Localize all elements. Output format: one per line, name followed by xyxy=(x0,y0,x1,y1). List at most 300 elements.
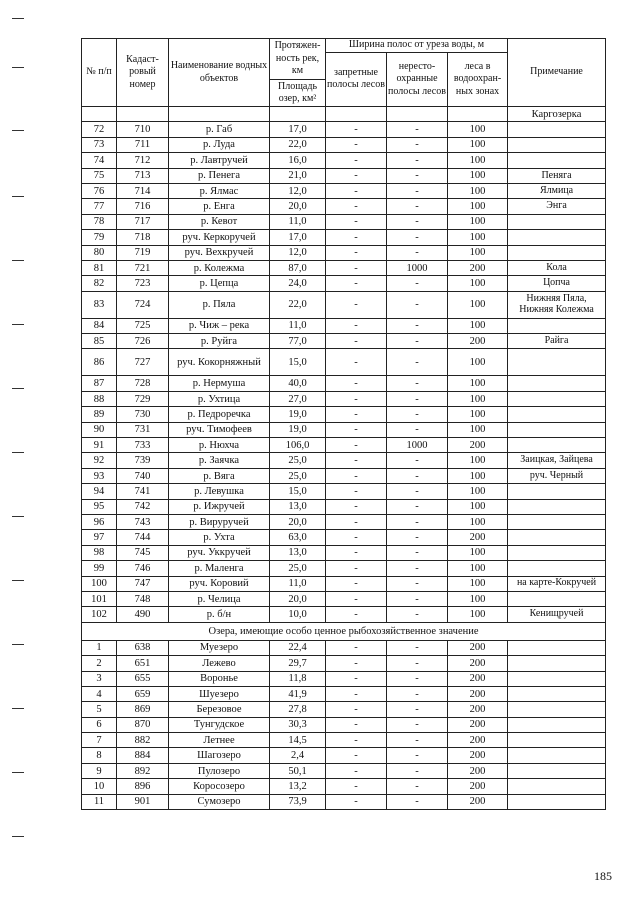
length-or-area: 13,0 xyxy=(270,499,326,514)
note xyxy=(508,230,606,245)
note xyxy=(508,530,606,545)
table-row xyxy=(82,499,606,514)
water-zone-width: 200 xyxy=(448,779,508,794)
row-number: 7 xyxy=(82,733,117,748)
cadastral-number: 651 xyxy=(117,656,169,671)
spawning-width: - xyxy=(387,276,448,291)
water-body-name: р. Колежма xyxy=(169,260,270,275)
length-or-area: 20,0 xyxy=(270,514,326,529)
row-number: 94 xyxy=(82,484,117,499)
note xyxy=(508,318,606,333)
row-number: 96 xyxy=(82,514,117,529)
row-number: 84 xyxy=(82,318,117,333)
header-name: Наименование водных объектов xyxy=(169,39,270,107)
header-cadastral: Кадаст-ровый номер xyxy=(117,39,169,107)
water-body-name: Шуезеро xyxy=(169,686,270,701)
row-number: 99 xyxy=(82,561,117,576)
spawning-width: - xyxy=(387,671,448,686)
forbidden-width: - xyxy=(326,422,387,437)
forbidden-width: - xyxy=(326,671,387,686)
forbidden-width: - xyxy=(326,214,387,229)
water-zone-width: 100 xyxy=(448,499,508,514)
note: Нижняя Пяла, Нижняя Колежма xyxy=(508,291,606,318)
water-zone-width: 100 xyxy=(448,576,508,591)
row-number: 90 xyxy=(82,422,117,437)
spawning-width: - xyxy=(387,153,448,168)
water-zone-width: 100 xyxy=(448,230,508,245)
header-length: Протяжен-ность рек, км xyxy=(270,39,326,80)
header-water-forests: леса в водоохран-ных зонах xyxy=(448,52,508,107)
table-row xyxy=(82,318,606,333)
water-zone-width: 200 xyxy=(448,656,508,671)
spawning-width: - xyxy=(387,349,448,376)
forbidden-width: - xyxy=(326,334,387,349)
forbidden-width: - xyxy=(326,514,387,529)
length-or-area: 19,0 xyxy=(270,422,326,437)
water-zone-width: 200 xyxy=(448,763,508,778)
row-number: 97 xyxy=(82,530,117,545)
row-number: 102 xyxy=(82,607,117,622)
forbidden-width: - xyxy=(326,591,387,606)
table-row xyxy=(82,484,606,499)
water-zone-width: 100 xyxy=(448,407,508,422)
note xyxy=(508,591,606,606)
forbidden-width: - xyxy=(326,391,387,406)
table-row xyxy=(82,122,606,137)
length-or-area: 27,0 xyxy=(270,391,326,406)
water-body-name: Березовое xyxy=(169,702,270,717)
water-zone-width: 200 xyxy=(448,438,508,453)
water-body-name: руч. Керкоручей xyxy=(169,230,270,245)
water-zone-width: 200 xyxy=(448,671,508,686)
row-number: 86 xyxy=(82,349,117,376)
water-body-name: р. Нермуша xyxy=(169,376,270,391)
table-row xyxy=(82,376,606,391)
forbidden-width: - xyxy=(326,607,387,622)
spawning-width: - xyxy=(387,199,448,214)
table-row xyxy=(82,561,606,576)
water-body-name: руч. Кокорняжный xyxy=(169,349,270,376)
spawning-width: - xyxy=(387,407,448,422)
forbidden-width: - xyxy=(326,407,387,422)
water-body-name: р. Ялмас xyxy=(169,183,270,198)
water-zone-width: 100 xyxy=(448,607,508,622)
region-label: Каргозерка xyxy=(508,107,606,122)
row-number: 93 xyxy=(82,468,117,483)
cadastral-number: 892 xyxy=(117,763,169,778)
row-number: 101 xyxy=(82,591,117,606)
spawning-width: - xyxy=(387,391,448,406)
water-zone-width: 100 xyxy=(448,453,508,468)
margin-tick xyxy=(12,836,24,837)
row-number: 91 xyxy=(82,438,117,453)
water-zone-width: 100 xyxy=(448,214,508,229)
water-body-name: Воронье xyxy=(169,671,270,686)
note xyxy=(508,137,606,152)
length-or-area: 21,0 xyxy=(270,168,326,183)
note: Ялмица xyxy=(508,183,606,198)
forbidden-width: - xyxy=(326,183,387,198)
forbidden-width: - xyxy=(326,794,387,809)
row-number: 4 xyxy=(82,686,117,701)
forbidden-width: - xyxy=(326,640,387,655)
water-body-name: р. Педроречка xyxy=(169,407,270,422)
cadastral-number: 729 xyxy=(117,391,169,406)
spawning-width: - xyxy=(387,245,448,260)
water-zone-width: 100 xyxy=(448,514,508,529)
table-row xyxy=(82,779,606,794)
margin-tick xyxy=(12,452,24,453)
cadastral-number: 727 xyxy=(117,349,169,376)
forbidden-width: - xyxy=(326,484,387,499)
water-zone-width: 200 xyxy=(448,640,508,655)
spawning-width: - xyxy=(387,561,448,576)
spawning-width: - xyxy=(387,717,448,732)
note xyxy=(508,499,606,514)
row-number: 83 xyxy=(82,291,117,318)
water-zone-width: 100 xyxy=(448,391,508,406)
table-row xyxy=(82,763,606,778)
margin-tick xyxy=(12,324,24,325)
table-row xyxy=(82,183,606,198)
table-row xyxy=(82,214,606,229)
margin-tick xyxy=(12,388,24,389)
length-or-area: 13,0 xyxy=(270,545,326,560)
table-row xyxy=(82,391,606,406)
length-or-area: 27,8 xyxy=(270,702,326,717)
note xyxy=(508,671,606,686)
length-or-area: 87,0 xyxy=(270,260,326,275)
forbidden-width: - xyxy=(326,530,387,545)
length-or-area: 106,0 xyxy=(270,438,326,453)
spawning-width: - xyxy=(387,376,448,391)
water-zone-width: 100 xyxy=(448,276,508,291)
note xyxy=(508,779,606,794)
spawning-width: - xyxy=(387,484,448,499)
cadastral-number: 745 xyxy=(117,545,169,560)
water-body-name: р. Пенега xyxy=(169,168,270,183)
margin-tick xyxy=(12,67,24,68)
spawning-width: - xyxy=(387,530,448,545)
table-row xyxy=(82,717,606,732)
header-width-group: Ширина полос от уреза воды, м xyxy=(326,39,508,53)
cadastral-number: 655 xyxy=(117,671,169,686)
forbidden-width: - xyxy=(326,376,387,391)
table-body xyxy=(82,107,606,810)
spawning-width: - xyxy=(387,640,448,655)
cadastral-number: 638 xyxy=(117,640,169,655)
table-row xyxy=(82,607,606,622)
table-row xyxy=(82,794,606,809)
water-zone-width: 200 xyxy=(448,733,508,748)
water-zone-width: 100 xyxy=(448,199,508,214)
length-or-area: 73,9 xyxy=(270,794,326,809)
table-row xyxy=(82,407,606,422)
cadastral-number: 726 xyxy=(117,334,169,349)
water-zone-width: 100 xyxy=(448,468,508,483)
spawning-width: - xyxy=(387,686,448,701)
water-body-name: р. Ухтица xyxy=(169,391,270,406)
cadastral-number: 718 xyxy=(117,230,169,245)
row-number: 9 xyxy=(82,763,117,778)
cadastral-number: 739 xyxy=(117,453,169,468)
water-zone-width: 100 xyxy=(448,376,508,391)
spawning-width: - xyxy=(387,468,448,483)
forbidden-width: - xyxy=(326,230,387,245)
water-zone-width: 100 xyxy=(448,349,508,376)
cadastral-number: 869 xyxy=(117,702,169,717)
margin-tick xyxy=(12,644,24,645)
water-body-name: р. Вяга xyxy=(169,468,270,483)
cadastral-number: 896 xyxy=(117,779,169,794)
table-row xyxy=(82,733,606,748)
spawning-width: - xyxy=(387,794,448,809)
note xyxy=(508,407,606,422)
water-body-name: Шагозеро xyxy=(169,748,270,763)
spawning-width: - xyxy=(387,702,448,717)
spawning-width: - xyxy=(387,137,448,152)
water-body-name: Лежево xyxy=(169,656,270,671)
note xyxy=(508,640,606,655)
spawning-width: - xyxy=(387,422,448,437)
water-zone-width: 100 xyxy=(448,591,508,606)
margin-tick xyxy=(12,708,24,709)
spawning-width: - xyxy=(387,453,448,468)
water-body-name: р. Лавтручей xyxy=(169,153,270,168)
cadastral-number: 870 xyxy=(117,717,169,732)
row-number: 2 xyxy=(82,656,117,671)
forbidden-width: - xyxy=(326,349,387,376)
length-or-area: 41,9 xyxy=(270,686,326,701)
spawning-width: - xyxy=(387,318,448,333)
water-body-name: р. Нюхча xyxy=(169,438,270,453)
water-zone-width: 100 xyxy=(448,545,508,560)
spawning-width: - xyxy=(387,514,448,529)
cadastral-number: 747 xyxy=(117,576,169,591)
table-row xyxy=(82,545,606,560)
spawning-width: - xyxy=(387,214,448,229)
cadastral-number: 742 xyxy=(117,499,169,514)
row-number: 85 xyxy=(82,334,117,349)
spawning-width: 1000 xyxy=(387,260,448,275)
water-zone-width: 200 xyxy=(448,260,508,275)
water-zone-width: 100 xyxy=(448,137,508,152)
length-or-area: 11,0 xyxy=(270,576,326,591)
note: Райга xyxy=(508,334,606,349)
forbidden-width: - xyxy=(326,318,387,333)
cadastral-number: 719 xyxy=(117,245,169,260)
note xyxy=(508,484,606,499)
cadastral-number: 712 xyxy=(117,153,169,168)
length-or-area: 16,0 xyxy=(270,153,326,168)
note xyxy=(508,122,606,137)
length-or-area: 11,0 xyxy=(270,318,326,333)
note xyxy=(508,717,606,732)
row-number: 8 xyxy=(82,748,117,763)
spawning-width: - xyxy=(387,545,448,560)
forbidden-width: - xyxy=(326,656,387,671)
length-or-area: 22,0 xyxy=(270,137,326,152)
water-zone-width: 200 xyxy=(448,794,508,809)
length-or-area: 25,0 xyxy=(270,561,326,576)
table-row xyxy=(82,591,606,606)
water-body-name: р. Вируручей xyxy=(169,514,270,529)
length-or-area: 24,0 xyxy=(270,276,326,291)
cadastral-number: 717 xyxy=(117,214,169,229)
row-number: 6 xyxy=(82,717,117,732)
cadastral-number: 884 xyxy=(117,748,169,763)
cadastral-number: 733 xyxy=(117,438,169,453)
forbidden-width: - xyxy=(326,438,387,453)
water-zone-width: 200 xyxy=(448,717,508,732)
cadastral-number: 711 xyxy=(117,137,169,152)
forbidden-width: - xyxy=(326,748,387,763)
row-number: 11 xyxy=(82,794,117,809)
cadastral-number: 882 xyxy=(117,733,169,748)
table-header xyxy=(82,39,606,107)
table-row xyxy=(82,137,606,152)
water-zone-width: 100 xyxy=(448,422,508,437)
length-or-area: 20,0 xyxy=(270,199,326,214)
water-body-name: р. Левушка xyxy=(169,484,270,499)
margin-tick xyxy=(12,580,24,581)
table-row xyxy=(82,530,606,545)
header-num: № п/п xyxy=(82,39,117,107)
section-row xyxy=(82,622,606,640)
margin-tick xyxy=(12,196,24,197)
note xyxy=(508,686,606,701)
water-body-name: руч. Коровий xyxy=(169,576,270,591)
length-or-area: 11,0 xyxy=(270,214,326,229)
note xyxy=(508,438,606,453)
note: Цопча xyxy=(508,276,606,291)
water-zone-width: 100 xyxy=(448,561,508,576)
table-row xyxy=(82,245,606,260)
water-body-name: р. Кевот xyxy=(169,214,270,229)
note xyxy=(508,422,606,437)
water-body-name: р. б/н xyxy=(169,607,270,622)
table-row xyxy=(82,276,606,291)
spawning-width: - xyxy=(387,168,448,183)
water-zone-width: 100 xyxy=(448,245,508,260)
table-row xyxy=(82,702,606,717)
table-row xyxy=(82,230,606,245)
row-number: 1 xyxy=(82,640,117,655)
cadastral-number: 659 xyxy=(117,686,169,701)
water-zone-width: 100 xyxy=(448,318,508,333)
water-zone-width: 100 xyxy=(448,183,508,198)
length-or-area: 30,3 xyxy=(270,717,326,732)
cadastral-number: 728 xyxy=(117,376,169,391)
forbidden-width: - xyxy=(326,453,387,468)
cadastral-number: 740 xyxy=(117,468,169,483)
cadastral-number: 723 xyxy=(117,276,169,291)
forbidden-width: - xyxy=(326,122,387,137)
cadastral-number: 724 xyxy=(117,291,169,318)
note xyxy=(508,748,606,763)
row-number: 75 xyxy=(82,168,117,183)
row-number: 5 xyxy=(82,702,117,717)
cadastral-number: 746 xyxy=(117,561,169,576)
note: Заицкая, Зайцева xyxy=(508,453,606,468)
water-zone-width: 200 xyxy=(448,702,508,717)
forbidden-width: - xyxy=(326,168,387,183)
water-zone-width: 200 xyxy=(448,334,508,349)
forbidden-width: - xyxy=(326,276,387,291)
table-row xyxy=(82,422,606,437)
forbidden-width: - xyxy=(326,291,387,318)
water-zone-width: 100 xyxy=(448,153,508,168)
spawning-width: - xyxy=(387,779,448,794)
spawning-width: - xyxy=(387,291,448,318)
water-body-name: р. Чиж – река xyxy=(169,318,270,333)
spawning-width: - xyxy=(387,334,448,349)
row-number: 10 xyxy=(82,779,117,794)
note xyxy=(508,376,606,391)
length-or-area: 77,0 xyxy=(270,334,326,349)
water-zone-width: 100 xyxy=(448,484,508,499)
note xyxy=(508,391,606,406)
water-zone-width: 100 xyxy=(448,168,508,183)
margin-tick xyxy=(12,18,24,19)
length-or-area: 15,0 xyxy=(270,349,326,376)
row-number: 76 xyxy=(82,183,117,198)
water-body-name: руч. Уккручей xyxy=(169,545,270,560)
row-number: 82 xyxy=(82,276,117,291)
water-zone-width: 200 xyxy=(448,530,508,545)
water-body-name: р. Енга xyxy=(169,199,270,214)
forbidden-width: - xyxy=(326,779,387,794)
cadastral-number: 716 xyxy=(117,199,169,214)
spawning-width: 1000 xyxy=(387,438,448,453)
cadastral-number: 490 xyxy=(117,607,169,622)
row-number: 88 xyxy=(82,391,117,406)
water-zone-width: 200 xyxy=(448,748,508,763)
water-body-name: руч. Тимофеев xyxy=(169,422,270,437)
note: Энга xyxy=(508,199,606,214)
row-number: 73 xyxy=(82,137,117,152)
spawning-width: - xyxy=(387,183,448,198)
length-or-area: 11,8 xyxy=(270,671,326,686)
spawning-width: - xyxy=(387,230,448,245)
spawning-width: - xyxy=(387,748,448,763)
note xyxy=(508,794,606,809)
table-row xyxy=(82,576,606,591)
spawning-width: - xyxy=(387,591,448,606)
cadastral-number: 901 xyxy=(117,794,169,809)
row-number: 95 xyxy=(82,499,117,514)
table-row xyxy=(82,453,606,468)
water-body-name: р. Луда xyxy=(169,137,270,152)
table-row xyxy=(82,468,606,483)
forbidden-width: - xyxy=(326,686,387,701)
table-row xyxy=(82,656,606,671)
water-body-name: Тунгудское xyxy=(169,717,270,732)
margin-tick xyxy=(12,130,24,131)
cadastral-number: 713 xyxy=(117,168,169,183)
forbidden-width: - xyxy=(326,702,387,717)
note xyxy=(508,514,606,529)
note xyxy=(508,702,606,717)
water-body-name: Сумозеро xyxy=(169,794,270,809)
note xyxy=(508,153,606,168)
length-or-area: 50,1 xyxy=(270,763,326,778)
note xyxy=(508,349,606,376)
cadastral-number: 721 xyxy=(117,260,169,275)
row-number: 89 xyxy=(82,407,117,422)
forbidden-width: - xyxy=(326,199,387,214)
note: Пеняга xyxy=(508,168,606,183)
